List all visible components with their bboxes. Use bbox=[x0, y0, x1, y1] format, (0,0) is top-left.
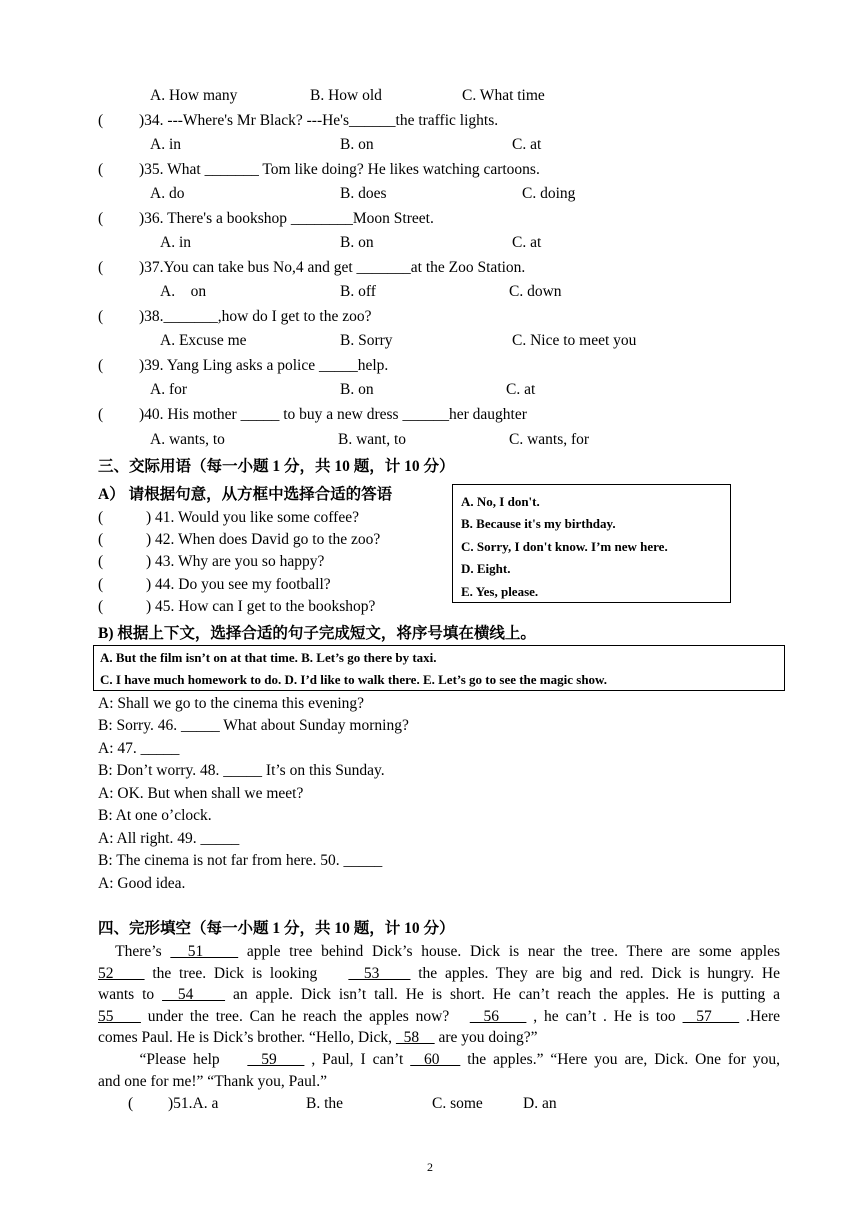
question-stem: ) 42. When does David go to the zoo? bbox=[146, 531, 381, 548]
answer-options-box bbox=[452, 484, 731, 603]
dialogue-line: A: Good idea. bbox=[98, 875, 186, 892]
blank-55[interactable]: 55 bbox=[98, 1007, 141, 1025]
option-b: B. Sorry bbox=[340, 332, 393, 349]
answer-paren[interactable]: ( bbox=[98, 531, 104, 548]
question-stem: ) 45. How can I get to the bookshop? bbox=[146, 598, 376, 615]
passage-text: , he can’t . He is too bbox=[526, 1007, 683, 1025]
option-b: B. the bbox=[306, 1095, 344, 1112]
option-a: A. for bbox=[150, 381, 188, 398]
passage-text: , Paul, I can’t bbox=[304, 1050, 411, 1068]
option-b: B. on bbox=[340, 234, 374, 251]
answer-paren[interactable]: ( bbox=[98, 210, 104, 227]
option-b: B. on bbox=[340, 136, 374, 153]
passage-text: the apples.” “Here you are, Dick. One for you, bbox=[460, 1050, 781, 1068]
question-stem: ) 43. Why are you so happy? bbox=[146, 553, 325, 570]
passage-line bbox=[98, 963, 780, 985]
passage-line bbox=[98, 1049, 780, 1071]
passage-text: There’s bbox=[98, 943, 171, 960]
question-stem: )51.A. a bbox=[168, 1095, 219, 1112]
box-option: E. Yes, please. bbox=[461, 584, 539, 599]
dialogue-line: B: The cinema is not far from here. 50. _____ bbox=[98, 852, 383, 869]
passage-text: the tree. Dick is looking bbox=[144, 964, 349, 982]
box-option-line: A. But the film isn’t on at that time. B. Let’s go there by taxi. bbox=[100, 650, 437, 665]
passage-line bbox=[98, 984, 780, 1006]
blank-54[interactable]: 54 bbox=[162, 986, 226, 1004]
answer-paren[interactable]: ( bbox=[98, 161, 104, 178]
dialogue-line: A: Shall we go to the cinema this evening? bbox=[98, 695, 365, 712]
answer-paren[interactable]: ( bbox=[98, 357, 104, 374]
passage-line bbox=[98, 941, 780, 963]
option-c: C. Nice to meet you bbox=[512, 332, 637, 349]
passage-text: apple tree behind Dick’s house. Dick is near the tree. There are some apples bbox=[238, 943, 780, 960]
passage-text: an apple. Dick isn’t tall. He is short. He can’t reach the apples. He is putting a bbox=[225, 986, 781, 1004]
dialogue-line: B: Sorry. 46. _____ What about Sunday morning? bbox=[98, 717, 409, 734]
blank-56[interactable]: 56 bbox=[469, 1007, 527, 1025]
passage-text: “Please help bbox=[98, 1050, 248, 1068]
dialogue-line: A: OK. But when shall we meet? bbox=[98, 785, 304, 802]
answer-paren[interactable]: ( bbox=[98, 553, 104, 570]
blank-51[interactable]: 51 bbox=[170, 943, 239, 960]
blank-57[interactable]: 57 bbox=[682, 1007, 740, 1025]
blank-58[interactable]: 58 bbox=[395, 1029, 435, 1047]
option-c: C. doing bbox=[522, 185, 576, 202]
box-option: D. Eight. bbox=[461, 561, 511, 576]
cloze-passage bbox=[98, 941, 780, 1092]
option-a: A. Excuse me bbox=[160, 332, 247, 349]
question-stem: ) 41. Would you like some coffee? bbox=[146, 509, 359, 526]
question-stem: )40. His mother _____ to buy a new dress ______her daughter bbox=[139, 406, 527, 423]
part-a-instruction: A） 请根据句意，从方框中选择合适的答语 bbox=[98, 486, 393, 503]
passage-line bbox=[98, 1006, 780, 1028]
option-a: A. in bbox=[160, 234, 191, 251]
passage-text: and one for me!” “Thank you, Paul.” bbox=[98, 1072, 327, 1090]
passage-text: under the tree. Can he reach the apples now? bbox=[140, 1007, 470, 1025]
option-b: B. does bbox=[340, 185, 387, 202]
question-stem: )39. Yang Ling asks a police _____help. bbox=[139, 357, 389, 374]
option-a: A. in bbox=[150, 136, 181, 153]
dialogue-line: B: At one o’clock. bbox=[98, 807, 212, 824]
option-b: B. How old bbox=[310, 87, 382, 104]
section-title: 四、完形填空（每一小题 1 分，共 10 题，计 10 分） bbox=[98, 920, 455, 937]
passage-line bbox=[98, 1027, 780, 1049]
passage-text: the apples. They are big and red. Dick is hungry. He bbox=[410, 964, 781, 982]
question-stem: )35. What _______ Tom like doing? He likes watching cartoons. bbox=[139, 161, 540, 178]
option-c: C. What time bbox=[462, 87, 545, 104]
question-stem: )34. ---Where's Mr Black? ---He's______the traffic lights. bbox=[139, 112, 499, 129]
passage-text: are you doing?” bbox=[434, 1029, 538, 1047]
question-stem: )38._______,how do I get to the zoo? bbox=[139, 308, 372, 325]
answer-paren[interactable]: ( bbox=[98, 308, 104, 325]
box-option: A. No, I don't. bbox=[461, 494, 540, 509]
answer-paren[interactable]: ( bbox=[98, 598, 104, 615]
box-option-line: C. I have much homework to do. D. I’d like to walk there. E. Let’s go to see the magic show. bbox=[100, 672, 607, 687]
passage-text: .Here bbox=[739, 1007, 781, 1025]
option-a: A. wants, to bbox=[150, 431, 225, 448]
passage-line bbox=[98, 1071, 780, 1093]
option-a: A. How many bbox=[150, 87, 238, 104]
answer-paren[interactable]: ( bbox=[98, 509, 104, 526]
option-b: B. off bbox=[340, 283, 376, 300]
option-c: C. some bbox=[432, 1095, 483, 1112]
section-title: 三、交际用语（每一小题 1 分，共 10 题，计 10 分） bbox=[98, 458, 455, 475]
option-c: C. at bbox=[506, 381, 536, 398]
answer-paren[interactable]: ( bbox=[98, 112, 104, 129]
box-option: C. Sorry, I don't know. I’m new here. bbox=[461, 539, 668, 554]
option-d: D. an bbox=[523, 1095, 557, 1112]
option-c: C. down bbox=[509, 283, 562, 300]
option-c: C. at bbox=[512, 136, 542, 153]
sentence-options-box bbox=[93, 645, 785, 691]
blank-53[interactable]: 53 bbox=[348, 964, 411, 982]
answer-paren[interactable]: ( bbox=[98, 576, 104, 593]
question-stem: )36. There's a bookshop ________Moon Street. bbox=[139, 210, 434, 227]
answer-paren[interactable]: ( bbox=[128, 1095, 134, 1112]
dialogue-line: A: 47. _____ bbox=[98, 740, 180, 757]
option-b: B. on bbox=[340, 381, 374, 398]
answer-paren[interactable]: ( bbox=[98, 259, 104, 276]
option-b: B. want, to bbox=[338, 431, 407, 448]
blank-52[interactable]: 52 bbox=[98, 964, 145, 982]
answer-paren[interactable]: ( bbox=[98, 406, 104, 423]
box-option: B. Because it's my birthday. bbox=[461, 516, 616, 531]
question-stem: ) 44. Do you see my football? bbox=[146, 576, 331, 593]
option-a: A. on bbox=[160, 283, 207, 300]
option-a: A. do bbox=[150, 185, 185, 202]
dialogue-line: B: Don’t worry. 48. _____ It’s on this Sunday. bbox=[98, 762, 385, 779]
question-stem: )37.You can take bus No,4 and get _______at the Zoo Station. bbox=[139, 259, 526, 276]
passage-text: comes Paul. He is Dick’s brother. “Hello, Dick, bbox=[98, 1029, 396, 1047]
blank-60[interactable]: 60 bbox=[410, 1050, 461, 1068]
option-c: C. wants, for bbox=[509, 431, 590, 448]
part-b-instruction: B) 根据上下文，选择合适的句子完成短文，将序号填在横线上。 bbox=[98, 625, 536, 642]
passage-text: wants to bbox=[98, 986, 163, 1004]
page-number: 2 bbox=[427, 1160, 433, 1174]
option-c: C. at bbox=[512, 234, 542, 251]
blank-59[interactable]: 59 bbox=[247, 1050, 305, 1068]
dialogue-line: A: All right. 49. _____ bbox=[98, 830, 240, 847]
